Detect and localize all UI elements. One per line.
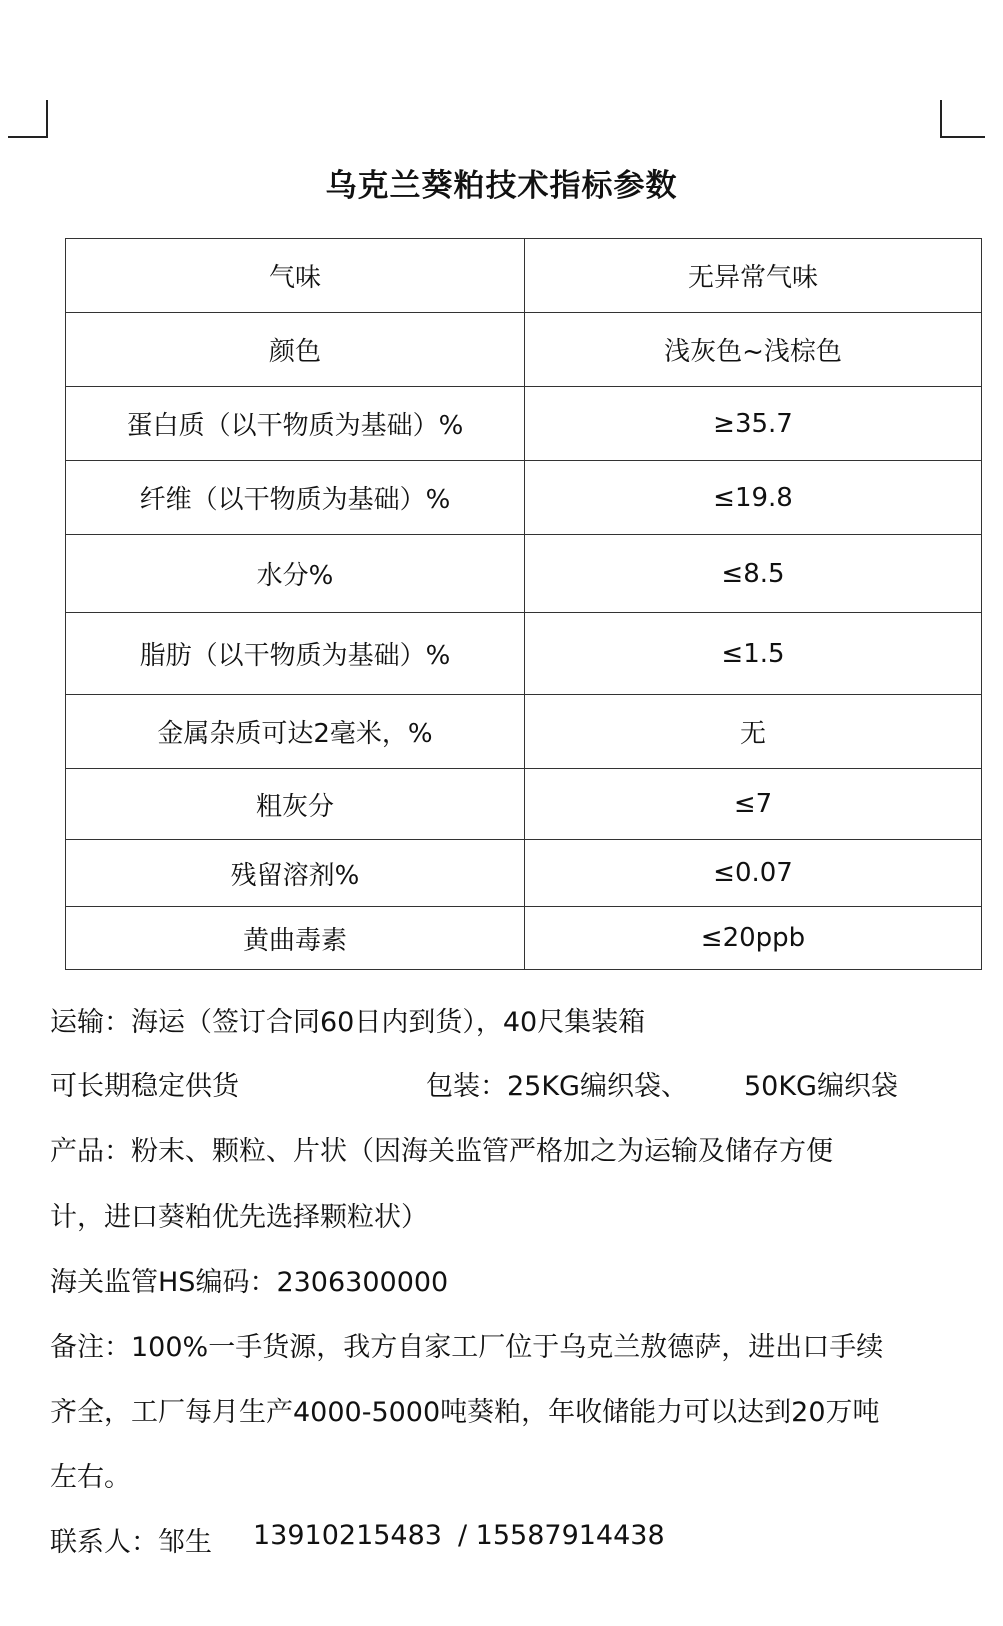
product-line-1: 产品：粉末、颗粒、片状（因海关监管严格加之为运输及储存方便 xyxy=(50,1136,833,1167)
remark-line-3: 左右。 xyxy=(50,1462,131,1493)
param-cell: 金属杂质可达2毫米，% xyxy=(66,695,525,769)
param-cell: 水分% xyxy=(66,535,525,613)
product-line-2: 计，进口葵粕优先选择颗粒状） xyxy=(50,1202,428,1233)
table-row xyxy=(66,769,982,840)
value-cell: ≤20ppb xyxy=(525,907,982,970)
spec-table xyxy=(65,238,982,970)
table-row xyxy=(66,907,982,970)
table-row xyxy=(66,387,982,461)
crop-mark-right-horizontal xyxy=(940,136,985,138)
table-row xyxy=(66,695,982,769)
contact-phone-1: 13910215483 xyxy=(253,1520,442,1551)
value-cell: ≤1.5 xyxy=(525,613,982,695)
param-cell: 蛋白质（以干物质为基础）% xyxy=(66,387,525,461)
table-row xyxy=(66,239,982,313)
contact-phone-2: / 15587914438 xyxy=(458,1520,665,1551)
value-cell: ≤7 xyxy=(525,769,982,840)
param-cell: 脂肪（以干物质为基础）% xyxy=(66,613,525,695)
param-cell: 残留溶剂% xyxy=(66,840,525,907)
crop-mark-left-vertical xyxy=(46,100,48,138)
contact-label: 联系人：邹生 xyxy=(50,1527,212,1558)
table-row xyxy=(66,840,982,907)
value-cell: 无异常气味 xyxy=(525,239,982,313)
crop-mark-right-vertical xyxy=(940,100,942,138)
document-title: 乌克兰葵粕技术指标参数 xyxy=(325,168,678,204)
transport-line: 运输：海运（签订合同60日内到货），40尺集装箱 xyxy=(50,1007,646,1038)
table-row xyxy=(66,461,982,535)
value-cell: ≤8.5 xyxy=(525,535,982,613)
table-row xyxy=(66,535,982,613)
remark-line-2: 齐全，工厂每月生产4000-5000吨葵粕，年收储能力可以达到20万吨 xyxy=(50,1397,880,1428)
param-cell: 纤维（以干物质为基础）% xyxy=(66,461,525,535)
packaging-line: 包装：25KG编织袋、 xyxy=(426,1071,688,1102)
param-cell: 颜色 xyxy=(66,313,525,387)
supply-line: 可长期稳定供货 xyxy=(50,1071,239,1102)
crop-mark-left-horizontal xyxy=(8,136,48,138)
value-cell: 浅灰色~浅棕色 xyxy=(525,313,982,387)
packaging-line-2: 50KG编织袋 xyxy=(744,1071,898,1102)
value-cell: ≤19.8 xyxy=(525,461,982,535)
value-cell: ≥35.7 xyxy=(525,387,982,461)
remark-line-1: 备注：100%一手货源，我方自家工厂位于乌克兰敖德萨，进出口手续 xyxy=(50,1332,884,1363)
value-cell: ≤0.07 xyxy=(525,840,982,907)
table-row xyxy=(66,613,982,695)
value-cell: 无 xyxy=(525,695,982,769)
param-cell: 粗灰分 xyxy=(66,769,525,840)
table-row xyxy=(66,313,982,387)
param-cell: 黄曲毒素 xyxy=(66,907,525,970)
hs-code-line: 海关监管HS编码：2306300000 xyxy=(50,1267,449,1298)
param-cell: 气味 xyxy=(66,239,525,313)
